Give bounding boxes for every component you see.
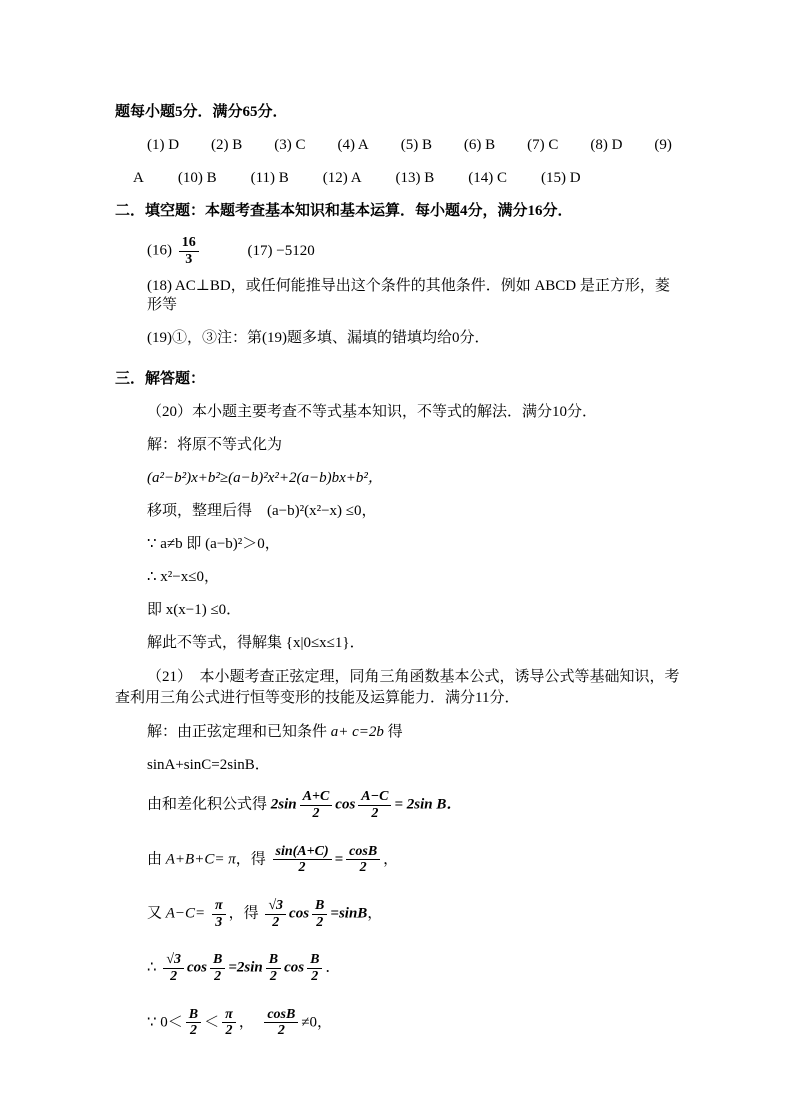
answer-item-2: (2) B: [211, 137, 243, 153]
q16-fraction: [179, 235, 199, 267]
fraction-numerator: A−C: [358, 789, 391, 806]
q21-solution-start: [115, 723, 684, 742]
q20-equation-5: 即 x(x−1) ≤0．: [147, 602, 242, 619]
answer-item-9-cont: A: [133, 170, 144, 186]
fraction: [212, 898, 226, 930]
math-term: A−C=: [165, 905, 209, 922]
answer-item-13: (13) B: [395, 170, 435, 186]
fraction: [358, 789, 391, 821]
math-term: cos: [289, 905, 310, 922]
math-term: =sinB: [330, 905, 368, 922]
math-term: cos: [186, 959, 207, 976]
fraction-denominator: 2: [312, 806, 320, 822]
fraction-numerator: B: [312, 898, 327, 915]
given-condition: a+ c=2b: [330, 724, 384, 741]
equation-text: ，得: [235, 851, 270, 868]
math-term: 2sin: [270, 796, 297, 813]
math-term: = 2sin B．: [394, 796, 462, 813]
fraction: [273, 844, 332, 876]
answers-row-2: [115, 169, 684, 188]
fraction-denominator: 2: [277, 1023, 285, 1039]
fraction-denominator: 3: [185, 251, 193, 267]
blank-answer-18: (18) AC⊥BD，或任何能推导出这个条件的其他条件．例如 ABCD 是正方形，菱形等: [147, 278, 670, 314]
answer-item-4: (4) A: [337, 137, 369, 153]
q20-intro: （20）本小题主要考查不等式基本知识，不等式的解法．满分10分．: [147, 404, 598, 421]
fraction: [265, 898, 286, 930]
answer-item-9: (9): [654, 137, 672, 153]
equation-text: 由和差化积公式得: [147, 796, 271, 813]
blank-answer-19: (19)①，③注：第(19)题多填、漏填的错填均给0分．: [147, 330, 490, 347]
fraction: [307, 952, 322, 984]
fraction: [312, 898, 327, 930]
math-term: cos: [284, 959, 305, 976]
q20-equation-1: (a²−b²)x+b²≥(a−b)²x²+2(a−b)bx+b²，: [147, 470, 383, 487]
q21-equation-5: [115, 952, 684, 984]
equation-text: ，: [238, 1014, 262, 1031]
math-term: A+B+C= π: [165, 851, 236, 868]
fraction-numerator: 16: [179, 235, 199, 252]
fraction-numerator: A+C: [300, 789, 333, 806]
fraction: [346, 844, 380, 876]
fraction-numerator: √3: [265, 898, 286, 915]
answer-item-3: (3) C: [274, 137, 306, 153]
fraction-numerator: B: [186, 1007, 201, 1024]
answer-item-10: (10) B: [177, 170, 217, 186]
fraction-denominator: 2: [272, 914, 280, 930]
q20-equation-4: ∴ x²−x≤0，: [147, 569, 219, 586]
equation-text: ∴: [147, 959, 161, 976]
fraction: [222, 1007, 236, 1039]
q17-answer: (17) −5120: [247, 242, 315, 259]
fraction-denominator: 2: [298, 860, 306, 876]
equation-text: ＜: [204, 1014, 220, 1031]
q16-label: (16): [147, 242, 172, 259]
answer-item-1: (1) D: [147, 137, 180, 153]
q21-equation-2: [115, 789, 684, 821]
answer-item-6: (6) B: [463, 137, 496, 153]
fraction-denominator: 3: [215, 914, 223, 930]
fraction-denominator: 2: [189, 1023, 197, 1039]
fraction: [163, 952, 184, 984]
fraction-denominator: 2: [170, 969, 178, 985]
answer-item-8: (8) D: [590, 137, 623, 153]
fraction: [300, 789, 333, 821]
q20-equation-2: 移项，整理后得 (a−b)²(x²−x) ≤0，: [147, 503, 377, 520]
q21-equation-3: [115, 844, 684, 876]
fraction-numerator: sin(A+C): [273, 844, 332, 861]
equation-text: ，得: [228, 905, 263, 922]
answer-item-5: (5) B: [400, 137, 432, 153]
fraction-numerator: B: [266, 952, 281, 969]
equation-text: ∵ 0＜: [147, 1014, 183, 1031]
q20-equation-3: ∵ a≠b 即 (a−b)²＞0，: [147, 536, 280, 553]
fraction: [264, 1007, 298, 1039]
q20-solution-start: 解：将原不等式化为: [147, 437, 283, 454]
fraction-numerator: B: [307, 952, 322, 969]
fraction-numerator: cosB: [346, 844, 380, 861]
intro-line: 题每小题5分．满分65分．: [115, 104, 288, 120]
fraction-numerator: √3: [163, 952, 184, 969]
fraction-denominator: 2: [359, 860, 367, 876]
answer-item-7: (7) C: [527, 137, 559, 153]
fraction-denominator: 2: [371, 806, 379, 822]
answers-row-1: [115, 136, 684, 155]
fraction-denominator: 2: [316, 914, 324, 930]
equation-text: ≠0，: [301, 1014, 333, 1031]
q20-equation-6: 解此不等式，得解集 {x|0≤x≤1}．: [147, 635, 365, 652]
equation-text: ，: [367, 905, 383, 922]
section-2-heading: 二．填空题：本题考查基本知识和基本运算．每小题4分，满分16分．: [115, 203, 573, 219]
q21-intro: （21） 本小题考查正弦定理，同角三角函数基本公式，诱导公式等基础知识，考查利用三角公式进行恒等变形的技能及运算能力．满分11分．: [115, 669, 680, 707]
fraction-numerator: B: [210, 952, 225, 969]
solution-text-tail: 得: [383, 724, 403, 741]
section-3-heading: 三．解答题：: [115, 371, 206, 388]
fraction: [186, 1007, 201, 1039]
equation-text: 又: [147, 905, 166, 922]
q21-equation-1: sinA+sinC=2sinB．: [147, 757, 270, 774]
answer-item-12: (12) A: [322, 170, 362, 186]
blank-answers-16-17: [115, 235, 684, 267]
solution-text: 解：由正弦定理和已知条件: [147, 724, 331, 741]
q21-equation-4: [115, 898, 684, 930]
equation-text: 由: [147, 851, 166, 868]
math-term: =: [334, 851, 344, 868]
math-term: =2sin: [228, 959, 263, 976]
answer-item-14: (14) C: [468, 170, 508, 186]
fraction: [210, 952, 225, 984]
equation-text: ．: [325, 959, 341, 976]
answer-item-11: (11) B: [250, 170, 289, 186]
fraction-denominator: 2: [311, 969, 319, 985]
equation-text: ，: [383, 851, 399, 868]
math-term: cos: [335, 796, 356, 813]
fraction-denominator: 2: [214, 969, 222, 985]
fraction-numerator: π: [222, 1007, 236, 1024]
fraction-denominator: 2: [269, 969, 277, 985]
answer-item-15: (15) D: [541, 170, 581, 186]
fraction-denominator: 2: [225, 1023, 233, 1039]
fraction-numerator: cosB: [264, 1007, 298, 1024]
fraction: [266, 952, 281, 984]
fraction-numerator: π: [212, 898, 226, 915]
q21-equation-6: [115, 1007, 684, 1039]
